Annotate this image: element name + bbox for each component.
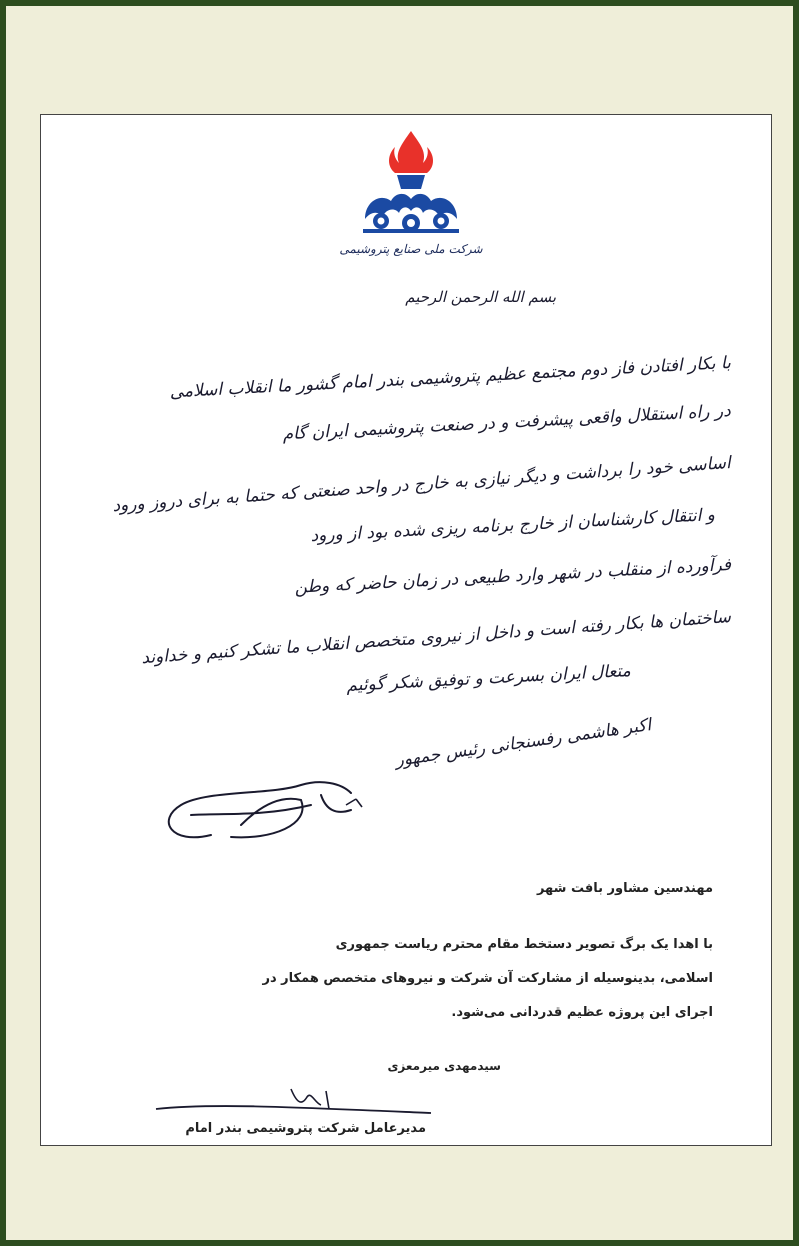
signer-title: مدیرعامل شرکت پتروشیمی بندر امام [185,1121,426,1136]
handwritten-closing: اکبر هاشمی رفسنجانی رئیس جمهور [394,715,653,771]
handwritten-line: اساسی خود را برداشت و دیگر نیازی به خارج در واحد صنعتی که حتما به برای دروز ورود [112,453,732,517]
handwritten-line: با بکار افتادن فاز دوم مجتمع عظیم پتروشیمی بندر امام گشور ما انقلاب اسلامی [169,353,732,403]
nipc-flame-logo-icon [339,123,483,263]
bismillah: بسم الله الرحمن الرحیم [405,288,556,306]
ceo-signature [151,1083,441,1123]
handwritten-line: فرآورده از منقلب در شهر وارد طبیعی در زمان حاضر که وطن [294,555,732,598]
president-signature [151,765,381,855]
acknowledgement-line: اجرای این پروژه عظیم قدردانی می‌شود. [451,1005,713,1020]
handwritten-line: در راه استقلال واقعی پیشرفت و در صنعت پتروشیمی ایران گام [282,401,732,445]
handwritten-line: ساختمان ها بکار رفته است و داخل از نیروی متخصص انقلاب ما تشکر کنیم و خداوند [140,607,732,669]
handwritten-line: و انتقال کارشناسان از خارج برنامه ریزی شده بود از ورود [310,505,716,547]
consultant-name: مهندسین مشاور بافت شهر [536,881,713,896]
signer-name: سیدمهدی میرمعزی [387,1059,501,1073]
letter-paper [40,114,772,1146]
acknowledgement-line: با اهدا یک برگ تصویر دستخط مقام محترم ریاست جمهوری [335,937,713,952]
acknowledgement-line: اسلامی، بدینوسیله از مشارکت آن شرکت و نیروهای متخصص همکار در [262,971,713,986]
logo-text: شرکت ملی صنایع پتروشیمی [339,242,483,256]
handwritten-line: متعال ایران بسرعت و توفیق شکر گوئیم [346,661,632,696]
